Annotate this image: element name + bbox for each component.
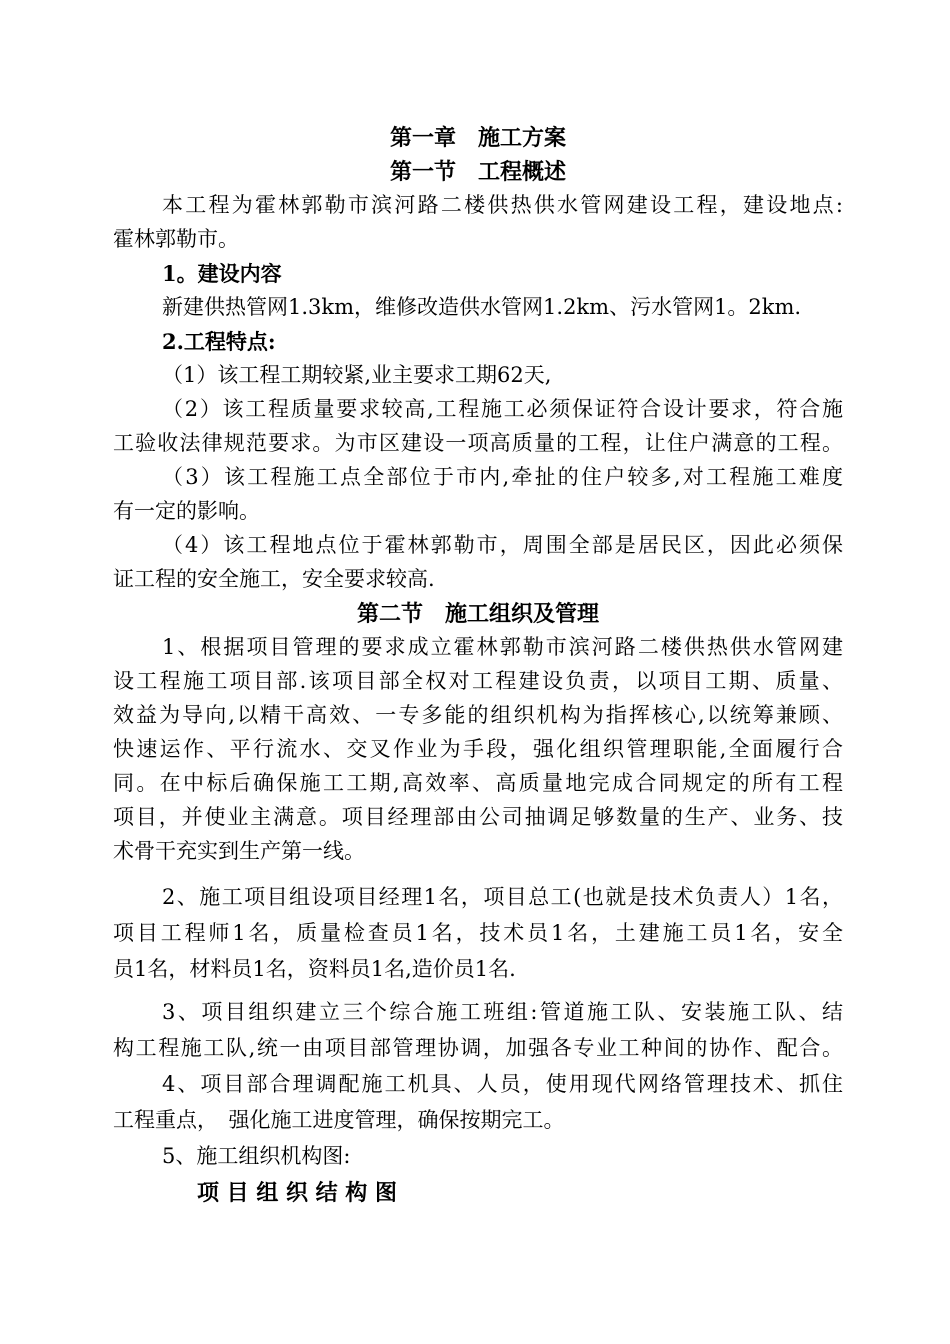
chapter-title: 第一章 施工方案 bbox=[389, 125, 566, 151]
resources-paragraph-line: 4、项目部合理调配施工机具、人员，使用现代网络管理技术、抓住 bbox=[162, 1072, 843, 1096]
feature-item: 有一定的影响。 bbox=[113, 499, 260, 523]
overview-paragraph-line: 霍林郭勒市。 bbox=[113, 227, 239, 251]
staffing-paragraph-line: 员1名，材料员1名，资料员1名,造价员1名. bbox=[113, 957, 516, 981]
resources-paragraph-line: 工程重点， 强化施工进度管理，确保按期完工。 bbox=[113, 1108, 565, 1132]
organization-paragraph-line: 设工程施工项目部.该项目部全权对工程建设负责，以项目工期、质量、 bbox=[113, 669, 843, 693]
staffing-paragraph-line: 2、施工项目组设项目经理1名，项目总工(也就是技术负责人）1名， bbox=[162, 885, 843, 909]
feature-item: （4）该工程地点位于霍林郭勒市，周围全部是居民区，因此必须保 bbox=[162, 533, 843, 557]
project-features-heading: 2.工程特点: bbox=[162, 329, 276, 354]
section-title-overview: 第一节 工程概述 bbox=[389, 159, 566, 185]
construction-content-text: 新建供热管网1.3km，维修改造供水管网1.2km、污水管网1。2km. bbox=[162, 295, 802, 319]
staffing-paragraph-line: 项目工程师1名，质量检查员1名，技术员1名，土建施工员1名，安全 bbox=[113, 921, 843, 945]
overview-paragraph-line: 本工程为霍林郭勒市滨河路二楼供热供水管网建设工程，建设地点: bbox=[162, 193, 843, 217]
teams-paragraph-line: 3、项目组织建立三个综合施工班组:管道施工队、安装施工队、结 bbox=[162, 1000, 843, 1024]
feature-item: （3）该工程施工点全部位于市内,牵扯的住户较多,对工程施工难度 bbox=[162, 465, 843, 489]
organization-paragraph-line: 效益为导向,以精干高效、一专多能的组织机构为指挥核心,以统筹兼顾、 bbox=[113, 703, 843, 727]
organization-paragraph-line: 项目，并使业主满意。项目经理部由公司抽调足够数量的生产、业务、技 bbox=[113, 805, 843, 829]
teams-paragraph-line: 构工程施工队,统一由项目部管理协调，加强各专业工种间的协作、配合。 bbox=[113, 1036, 843, 1060]
org-chart-caption: 项 目 组 织 结 构 图 bbox=[197, 1180, 397, 1206]
feature-item: 工验收法律规范要求。为市区建设一项高质量的工程，让住户满意的工程。 bbox=[113, 431, 843, 455]
construction-content-heading: 1。建设内容 bbox=[162, 261, 282, 286]
organization-paragraph-line: 术骨干充实到生产第一线。 bbox=[113, 839, 365, 863]
section-title-organization: 第二节 施工组织及管理 bbox=[356, 601, 599, 627]
organization-paragraph-line: 快速运作、平行流水、交叉作业为手段，强化组织管理职能,全面履行合 bbox=[113, 737, 843, 761]
organization-paragraph-line: 1、根据项目管理的要求成立霍林郭勒市滨河路二楼供热供水管网建 bbox=[162, 635, 843, 659]
organization-paragraph-line: 同。在中标后确保施工工期,高效率、高质量地完成合同规定的所有工程 bbox=[113, 771, 843, 795]
feature-item: 证工程的安全施工，安全要求较高. bbox=[113, 567, 435, 591]
feature-item: （2）该工程质量要求较高,工程施工必须保证符合设计要求，符合施 bbox=[162, 397, 843, 421]
org-chart-intro: 5、施工组织机构图: bbox=[162, 1144, 351, 1168]
feature-item: （1）该工程工期较紧,业主要求工期62天, bbox=[162, 363, 552, 387]
